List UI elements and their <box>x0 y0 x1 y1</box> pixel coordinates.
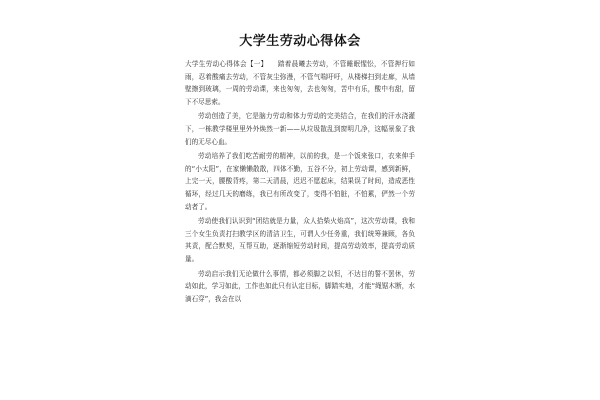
document-title: 大学生劳动心得体会 <box>239 34 361 49</box>
paragraph-2: 劳动创造了美，它是脑力劳动和体力劳动的完美结合，在我们的汗水浇灌下，一栋教学楼里里外外焕然一新——从垃圾散乱到窗明几净，这幅景象了我们的无尽心血。 <box>185 112 415 146</box>
paragraph-3: 劳动培养了我们吃苦耐劳的精神，以前的我，是一个饭来张口，衣来伸手的“小太阳”，在家懒懒散散，四体不勤，五谷不分，初上劳动课，感到新鲜，上完一天，腰酸背疼，第二天清晨，迟迟不愿起床，结果误了时间，造成恶性循环，经过几天的磨练，我已有所改变了，变得不怕脏，不怕累，俨然一个劳动者了。 <box>185 152 415 211</box>
document-page <box>185 30 415 307</box>
paragraph-1: 大学生劳动心得体会【一】 踏着晨曦去劳动，不管睡眠惺忪，不管押行如雨，忍着酸痛去劳动，不管灰尘弥漫，不管气喘吁吁，从楼梯扫到走廊，从墙壁擦到玻璃，一周的劳动课，来也匆匆，去也匆匆，苦中有乐，酸中有甜，留下不尽思索。 <box>185 60 415 106</box>
paragraph-4: 劳动使我们认识到“团结就是力量，众人拾柴火焰高”，这次劳动课，我和三个女生负责打扫教学区的清洁卫生，可谓人少任务重，我们统筹兼顾，各负其责，配合默契，互帮互助，逐渐缩短劳动时间，提高劳动效率，提高劳动质量。 <box>185 217 415 263</box>
paragraph-5: 劳动启示我们无论做什么事情，都必须脚之以恒，不达目的誓不罢休，劳动如此，学习如此，工作也如此只有认定目标，脚踏实地，才能“绳锯木断，水滴石穿”，我会在以 <box>185 269 415 303</box>
